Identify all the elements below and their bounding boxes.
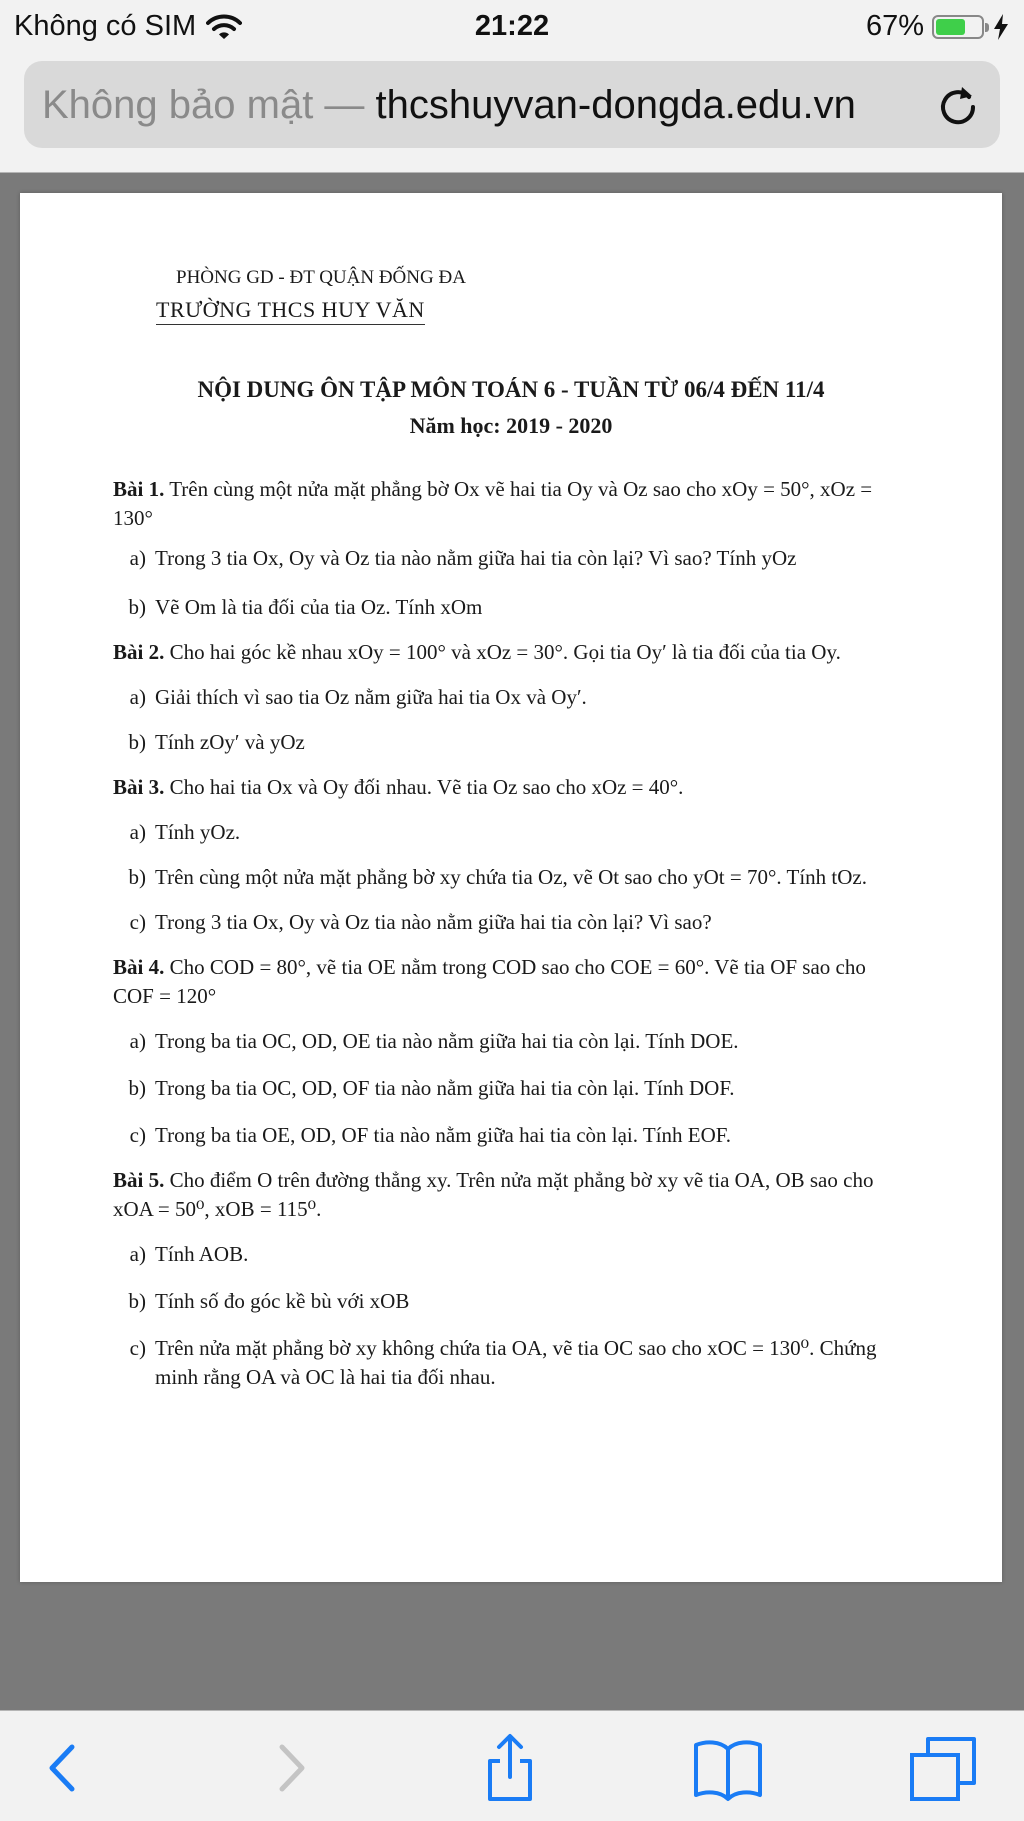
problem-3-part-c [113,908,910,937]
document-page [20,193,1002,1582]
problem-3-part-b [113,863,910,892]
battery-group [866,10,1010,43]
problem-label: Bài 4. [113,955,165,979]
problem-2-part-b [113,728,910,757]
problem-label: Bài 5. [113,1168,165,1192]
part-label: a) [129,1029,146,1053]
problem-4-part-a [113,1027,910,1056]
problem-text: Cho hai tia Ox và Oy đối nhau. Vẽ tia Oz sao cho xOz = 40°. [169,775,684,799]
problem-1-part-b [113,593,910,622]
part-text: Tính số đo góc kề bù với xOB [155,1289,410,1313]
forward-button[interactable] [250,1733,330,1803]
bookmarks-button[interactable] [688,1733,768,1803]
part-text: Vẽ Om là tia đối của tia Oz. Tính xOm [155,595,483,619]
book-icon [688,1733,768,1803]
school-header [156,267,466,325]
part-label: b) [128,1076,146,1100]
exercise-list [113,475,910,1392]
school-year: Năm học: 2019 - 2020 [409,413,613,438]
security-label: Không bảo mật — [42,83,365,127]
part-label: b) [128,730,146,754]
part-text: Tính zOy′ và yOz [155,730,305,754]
status-bar [0,0,1024,54]
part-text: Trên nửa mặt phẳng bờ xy không chứa tia OA, vẽ tia OC sao cho xOC = 130⁰. Chứng minh rằng OA và OC là hai tia đối nhau. [155,1336,877,1389]
battery-icon [932,15,984,39]
problem-text: Cho điểm O trên đường thẳng xy. Trên nửa mặt phẳng bờ xy vẽ tia OA, OB sao cho xOA = 50⁰, xOB = 115⁰. [113,1168,874,1221]
battery-nub [985,23,989,32]
department-name: PHÒNG GD - ĐT QUẬN ĐỐNG ĐA [176,267,466,288]
part-text: Giải thích vì sao tia Oz nằm giữa hai tia Ox và Oy′. [155,685,587,709]
problem-4 [113,953,910,1011]
problem-text: Cho COD = 80°, vẽ tia OE nằm trong COD sao cho COE = 60°. Vẽ tia OF sao cho COF = 120° [113,955,866,1008]
part-text: Trong ba tia OC, OD, OE tia nào nằm giữa hai tia còn lại. Tính DOE. [155,1029,739,1053]
problem-5-part-b [113,1287,910,1316]
carrier-label: Không có SIM [14,10,197,42]
problem-label: Bài 1. [113,477,165,501]
problem-5 [113,1166,910,1224]
part-label: a) [129,1242,146,1266]
chevron-left-icon [24,1733,104,1803]
problem-label: Bài 3. [113,775,165,799]
document-title: NỘI DUNG ÔN TẬP MÔN TOÁN 6 - TUẦN TỪ 06/4 ĐẾN 11/4 [197,377,825,402]
problem-3-part-a [113,818,910,847]
part-text: Trên cùng một nửa mặt phẳng bờ xy chứa tia Oz, vẽ Ot sao cho yOt = 70°. Tính tOz. [155,865,867,889]
chevron-right-icon [250,1733,330,1803]
tabs-button[interactable] [906,1733,986,1803]
charging-icon [992,13,1010,41]
problem-5-part-a [113,1240,910,1269]
problem-2 [113,638,910,667]
address-bar[interactable] [24,61,1000,148]
problem-5-part-c [113,1334,910,1392]
part-text: Trong 3 tia Ox, Oy và Oz tia nào nằm giữa hai tia còn lại? Vì sao? [155,910,712,934]
part-text: Trong 3 tia Ox, Oy và Oz tia nào nằm giữa hai tia còn lại? Vì sao? Tính yOz [155,546,797,570]
problem-2-part-a [113,683,910,712]
problem-label: Bài 2. [113,640,165,664]
problem-1-part-a [113,544,910,573]
battery-fill [936,19,965,35]
title-block [20,377,1002,439]
battery-percent: 67% [865,10,924,42]
browser-top-bar [0,0,1024,173]
part-label: a) [129,546,146,570]
problem-3 [113,773,910,802]
url-domain: thcshuyvan-dongda.edu.vn [375,83,856,127]
part-text: Tính yOz. [155,820,241,844]
part-text: Tính AOB. [155,1242,249,1266]
problem-text: Trên cùng một nửa mặt phẳng bờ Ox vẽ hai tia Oy và Oz sao cho xOy = 50°, xOz = 130° [113,477,873,530]
clock: 21:22 [474,10,550,42]
problem-4-part-b [113,1074,910,1103]
tabs-icon [906,1733,986,1803]
part-label: a) [129,685,146,709]
problem-1 [113,475,910,533]
problem-4-part-c [113,1121,910,1150]
part-label: c) [129,1123,146,1147]
share-icon [470,1733,550,1803]
url-text[interactable] [42,83,856,128]
share-button[interactable] [470,1733,550,1803]
part-text: Trong ba tia OC, OD, OF tia nào nằm giữa hai tia còn lại. Tính DOF. [155,1076,735,1100]
part-label: b) [128,595,146,619]
school-name: TRƯỜNG THCS HUY VĂN [156,297,425,325]
browser-bottom-toolbar [0,1710,1024,1821]
back-button[interactable] [24,1733,104,1803]
reload-icon[interactable] [936,83,980,127]
part-label: b) [128,865,146,889]
part-text: Trong ba tia OE, OD, OF tia nào nằm giữa hai tia còn lại. Tính EOF. [155,1123,732,1147]
part-label: c) [129,910,146,934]
part-label: c) [129,1336,146,1360]
part-label: a) [129,820,146,844]
problem-text: Cho hai góc kề nhau xOy = 100° và xOz = 30°. Gọi tia Oy′ là tia đối của tia Oy. [169,640,841,664]
part-label: b) [128,1289,146,1313]
